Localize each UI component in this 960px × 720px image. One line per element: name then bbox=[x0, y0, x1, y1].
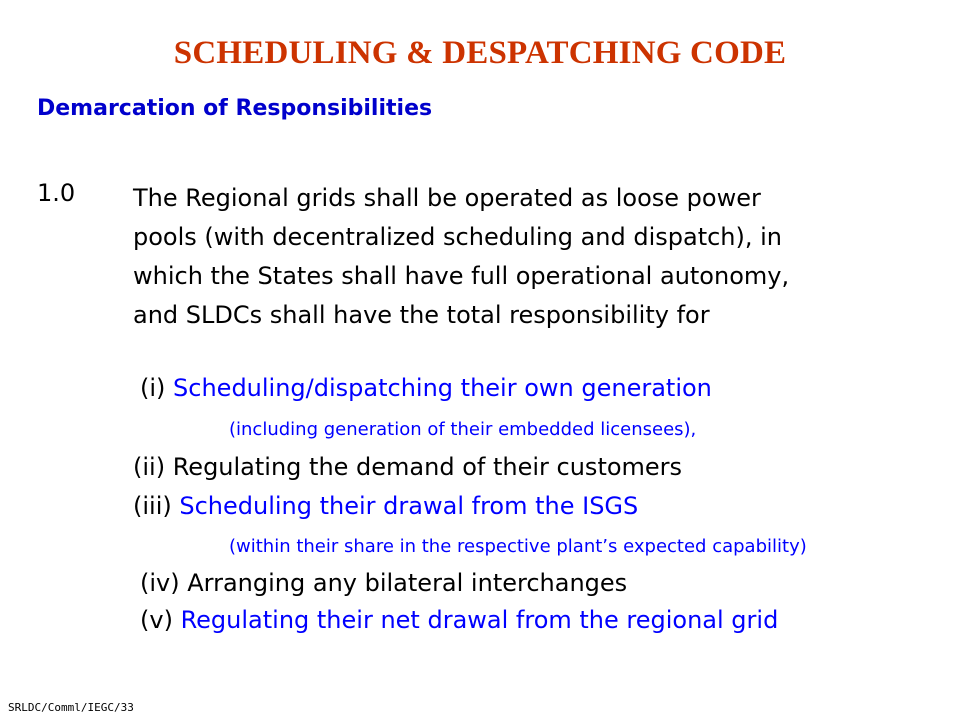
list-item-iii bbox=[133, 492, 638, 520]
list-item-number: (iii) bbox=[133, 492, 180, 520]
paragraph-line: pools (with decentralized scheduling and dispatch), in bbox=[133, 223, 783, 251]
list-item-text: Scheduling/dispatching their own generation bbox=[173, 374, 712, 402]
paragraph-number: 1.0 bbox=[37, 179, 76, 207]
section-subtitle: Demarcation of Responsibilities bbox=[37, 96, 433, 121]
list-item-number: (ii) bbox=[133, 453, 173, 481]
paragraph-body bbox=[133, 179, 923, 335]
list-item-note: (including generation of their embedded licensees), bbox=[229, 419, 697, 440]
list-item-ii bbox=[133, 453, 682, 481]
list-item-text: Regulating their net drawal from the regional grid bbox=[180, 606, 779, 634]
list-item-number: (iv) bbox=[140, 569, 188, 597]
paragraph-line: which the States shall have full operational autonomy, bbox=[133, 262, 790, 290]
list-item-note: (within their share in the respective plant’s expected capability) bbox=[229, 536, 807, 557]
list-item-text: Regulating the demand of their customers bbox=[172, 453, 683, 481]
list-item-number: (v) bbox=[140, 606, 181, 634]
list-item-number: (i) bbox=[140, 374, 174, 402]
slide-title: SCHEDULING & DESPATCHING CODE bbox=[173, 35, 787, 71]
footer-reference: SRLDC/Comml/IEGC/33 bbox=[8, 701, 134, 714]
list-item-text: Arranging any bilateral interchanges bbox=[187, 569, 628, 597]
list-item-v bbox=[140, 606, 778, 634]
paragraph-line: The Regional grids shall be operated as loose power bbox=[133, 184, 761, 212]
list-item-i bbox=[140, 374, 712, 402]
paragraph-line: and SLDCs shall have the total responsibility for bbox=[133, 301, 710, 329]
list-item-iv bbox=[140, 569, 627, 597]
list-item-text: Scheduling their drawal from the ISGS bbox=[179, 492, 639, 520]
